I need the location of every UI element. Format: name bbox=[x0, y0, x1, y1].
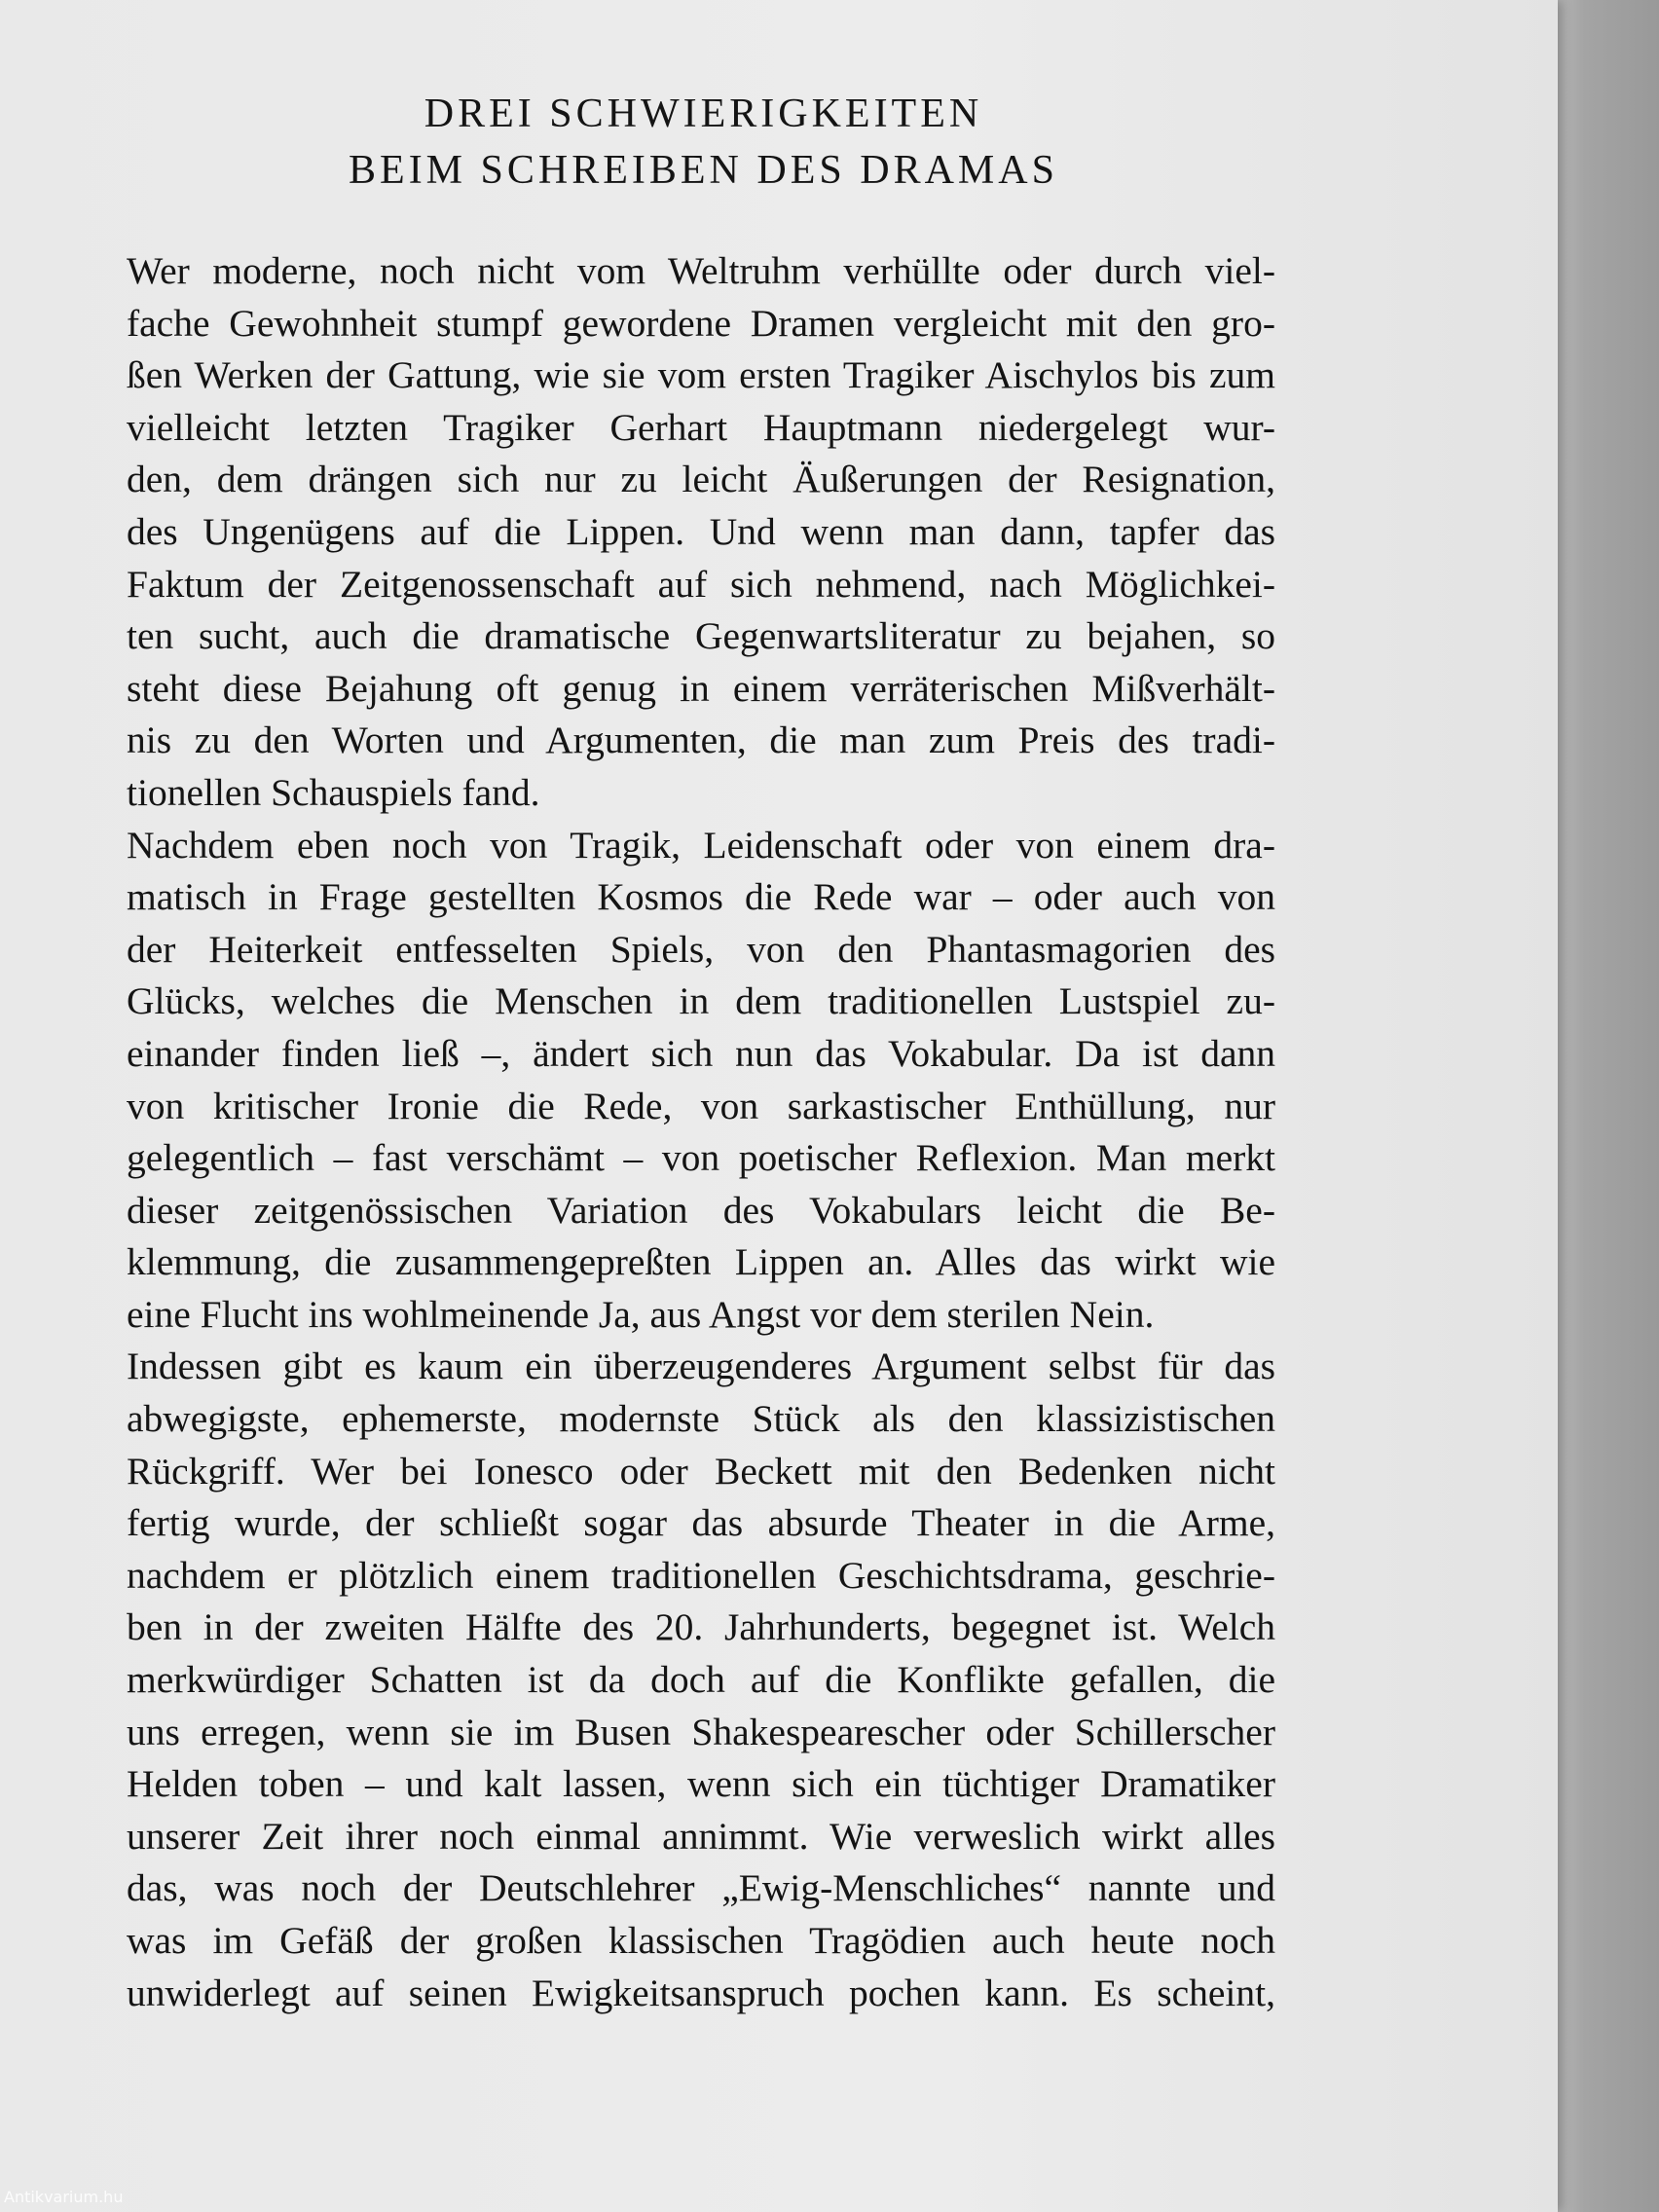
chapter-title-line-2: BEIM SCHREIBEN DES DRAMAS bbox=[349, 148, 1058, 193]
text-line: den, dem drängen sich nur zu leicht Äußerungen der Resignation, bbox=[127, 458, 1275, 501]
text-line: fache Gewohnheit stumpf gewordene Dramen vergleicht mit den gro- bbox=[127, 301, 1275, 345]
text-line: tionellen Schauspiels fand. bbox=[127, 770, 540, 814]
text-line: des Ungenügens auf die Lippen. Und wenn man dann, tapfer das bbox=[127, 509, 1275, 553]
text-line: nis zu den Worten und Argumenten, die man zum Preis des tradi- bbox=[127, 719, 1275, 762]
text-line: vielleicht letzten Tragiker Gerhart Hauptmann niedergelegt wur- bbox=[127, 405, 1275, 449]
text-line: Nachdem eben noch von Tragik, Leidenschaft oder von einem dra- bbox=[127, 823, 1275, 866]
paragraph-3 bbox=[127, 1341, 1275, 2019]
body-text bbox=[127, 245, 1275, 2019]
text-line: von kritischer Ironie die Rede, von sarkastischer Enthüllung, nur bbox=[127, 1084, 1275, 1127]
text-line: einander finden ließ –, ändert sich nun das Vokabular. Da ist dann bbox=[127, 1031, 1275, 1075]
text-line: unwiderlegt auf seinen Ewigkeitsanspruch pochen kann. Es scheint, bbox=[127, 1971, 1275, 2014]
chapter-title-line-1: DREI SCHWIERIGKEITEN bbox=[424, 92, 983, 136]
text-line: was im Gefäß der großen klassischen Tragödien auch heute noch bbox=[127, 1919, 1275, 1962]
text-line: Indessen gibt es kaum ein überzeugenderes Argument selbst für das bbox=[127, 1345, 1275, 1388]
chapter-title bbox=[127, 86, 1280, 199]
text-line: gelegentlich – fast verschämt – von poetischer Reflexion. Man merkt bbox=[127, 1136, 1275, 1180]
text-line: abwegigste, ephemerste, modernste Stück als den klassizistischen bbox=[127, 1397, 1275, 1441]
page-edge-strip bbox=[1553, 0, 1659, 2212]
text-line: dieser zeitgenössischen Variation des Vokabulars leicht die Be- bbox=[127, 1188, 1275, 1232]
paragraph-1 bbox=[127, 245, 1275, 820]
text-line: unserer Zeit ihrer noch einmal annimmt. Wie verweslich wirkt alles bbox=[127, 1814, 1275, 1858]
text-line: uns erregen, wenn sie im Busen Shakespearescher oder Schillerscher bbox=[127, 1710, 1275, 1753]
text-line: merkwürdiger Schatten ist da doch auf die Konflikte gefallen, die bbox=[127, 1658, 1275, 1702]
text-line: klemmung, die zusammengepreßten Lippen an. Alles das wirkt wie bbox=[127, 1240, 1275, 1284]
text-line: der Heiterkeit entfesselten Spiels, von den Phantasmagorien des bbox=[127, 927, 1275, 971]
text-line: ten sucht, auch die dramatische Gegenwartsliteratur zu bejahen, so bbox=[127, 614, 1275, 658]
paragraph-2 bbox=[127, 820, 1275, 1342]
text-line: fertig wurde, der schließt sogar das absurde Theater in die Arme, bbox=[127, 1501, 1275, 1545]
text-line: das, was noch der Deutschlehrer „Ewig-Menschliches“ nannte und bbox=[127, 1866, 1275, 1910]
text-line: Glücks, welches die Menschen in dem traditionellen Lustspiel zu- bbox=[127, 979, 1275, 1023]
text-line: ben in der zweiten Hälfte des 20. Jahrhunderts, begegnet ist. Welch bbox=[127, 1605, 1275, 1649]
text-line: steht diese Bejahung oft genug in einem verräterischen Mißverhält- bbox=[127, 666, 1275, 710]
text-line: eine Flucht ins wohlmeinende Ja, aus Angst vor dem sterilen Nein. bbox=[127, 1292, 1155, 1336]
text-line: Faktum der Zeitgenossenschaft auf sich nehmend, nach Möglichkei- bbox=[127, 562, 1275, 606]
text-line: Wer moderne, noch nicht vom Weltruhm verhüllte oder durch viel- bbox=[127, 249, 1275, 292]
watermark: Antikvarium.hu bbox=[4, 2188, 124, 2206]
text-line: Helden toben – und kalt lassen, wenn sich ein tüchtiger Dramatiker bbox=[127, 1762, 1275, 1806]
text-line: nachdem er plötzlich einem traditionellen Geschichtsdrama, geschrie- bbox=[127, 1553, 1275, 1597]
text-line: matisch in Frage gestellten Kosmos die Rede war – oder auch von bbox=[127, 875, 1275, 919]
text-line: Rückgriff. Wer bei Ionesco oder Beckett mit den Bedenken nicht bbox=[127, 1449, 1275, 1493]
text-line: ßen Werken der Gattung, wie sie vom ersten Tragiker Aischylos bis zum bbox=[127, 353, 1275, 397]
